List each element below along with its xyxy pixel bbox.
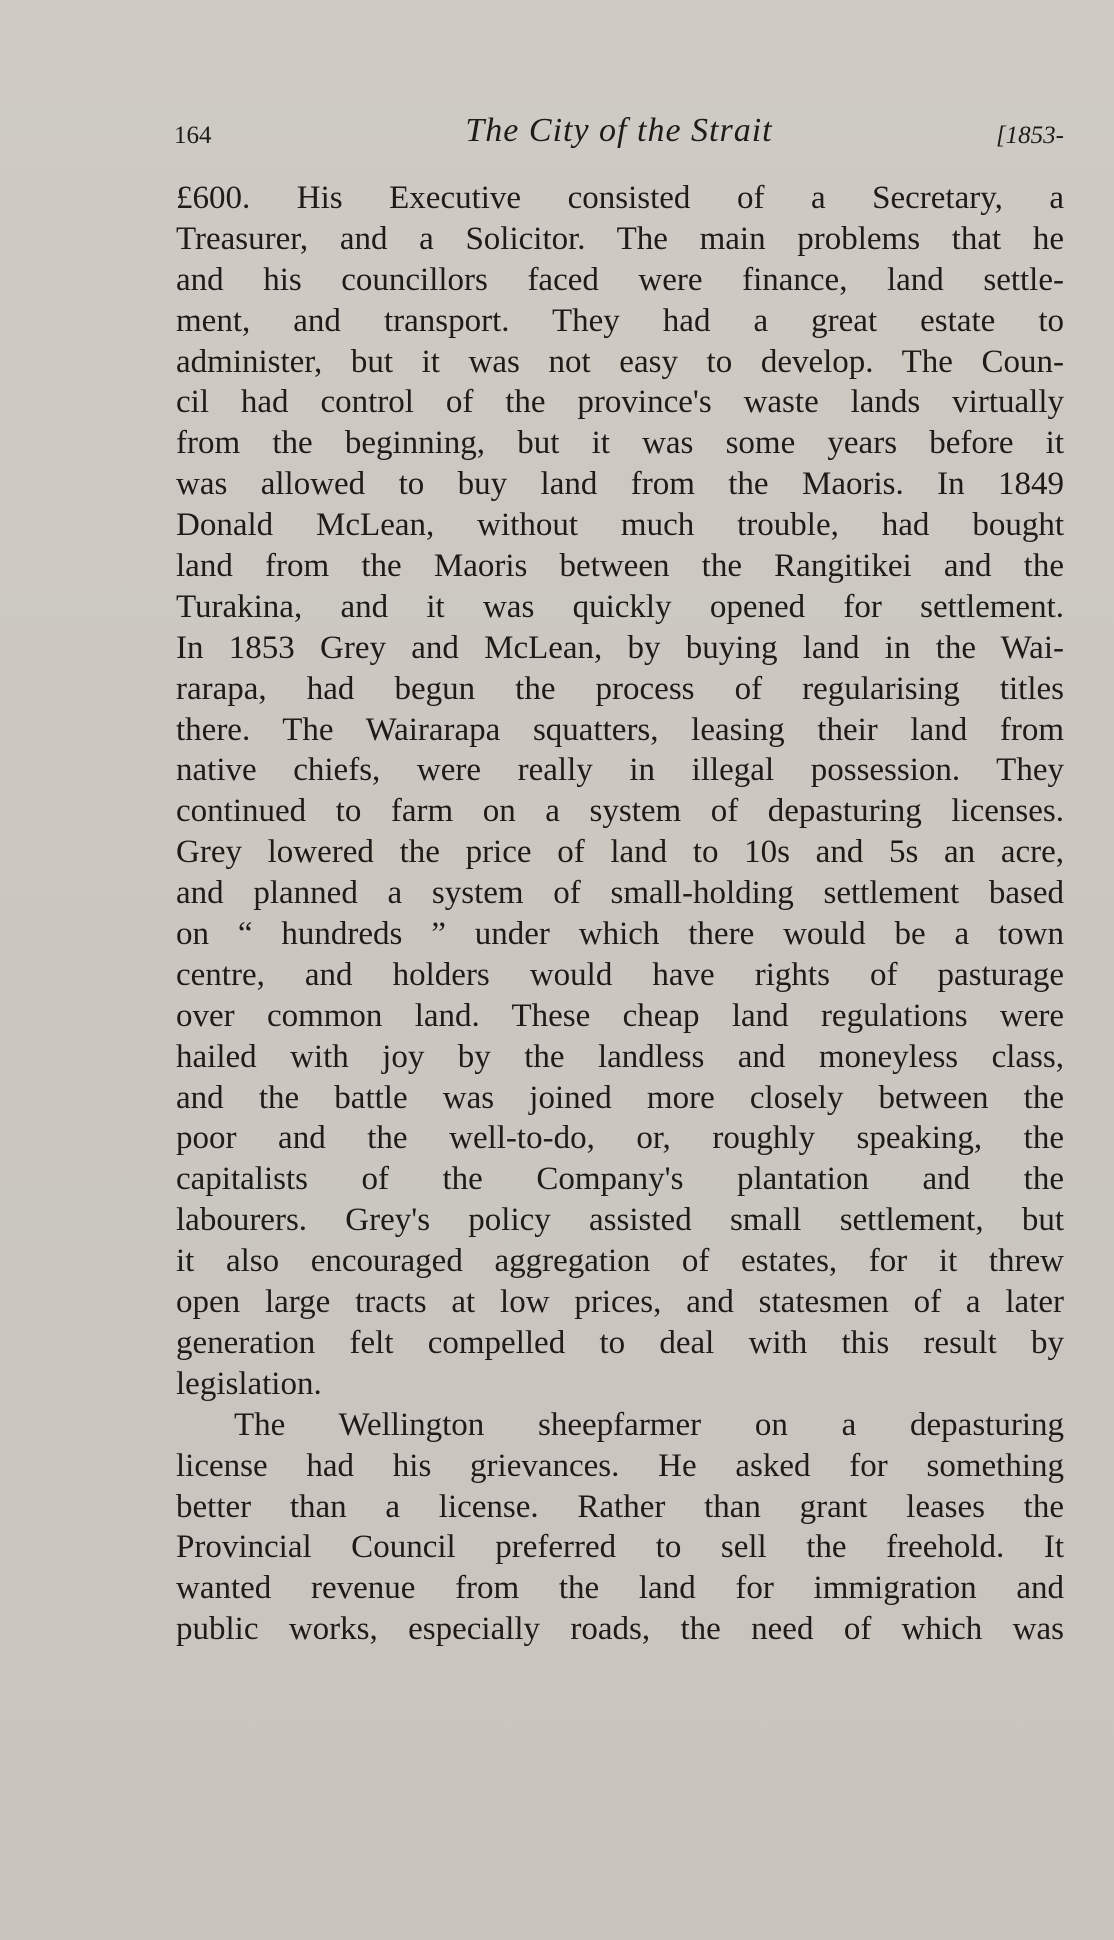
text-line: land from the Maoris between the Rangitikei and the [176,548,1064,585]
text-line: continued to farm on a system of depasturing licenses. [176,793,1064,830]
paragraph-start-line: The Wellington sheepfarmer on a depasturing [234,1406,1064,1443]
text-line: Donald McLean, without much trouble, had bought [176,507,1064,544]
text-line: Turakina, and it was quickly opened for settlement. [176,588,1064,625]
text-line: £600. His Executive consisted of a Secretary, a [176,180,1064,216]
text-line: on “ hundreds ” under which there would be a town [176,916,1064,953]
body-text [176,178,1064,1650]
text-line: Treasurer, and a Solicitor. The main problems that he [176,220,1064,257]
text-line: public works, especially roads, the need of which was [176,1611,1064,1648]
text-line: from the beginning, but it was some years before it [176,425,1064,462]
text-line: hailed with joy by the landless and moneyless class, [176,1038,1064,1075]
text-line: and the battle was joined more closely between the [176,1079,1064,1116]
text-line: labourers. Grey's policy assisted small settlement, but [176,1202,1064,1239]
text-line: and his councillors faced were finance, land settle- [176,261,1064,298]
text-line: administer, but it was not easy to develop. The Coun- [176,343,1064,380]
text-line: capitalists of the Company's plantation and the [176,1161,1064,1198]
text-line: and planned a system of small-holding settlement based [176,875,1064,912]
page-number: 164 [174,122,212,149]
text-line: cil had control of the province's waste lands virtually [176,384,1064,421]
text-line: poor and the well-to-do, or, roughly speaking, the [176,1120,1064,1157]
text-line: over common land. These cheap land regulations were [176,997,1064,1034]
text-line: it also encouraged aggregation of estates, for it threw [176,1243,1064,1280]
text-line: Provincial Council preferred to sell the freehold. It [176,1529,1064,1566]
text-line: better than a license. Rather than grant leases the [176,1488,1064,1525]
text-line: ment, and transport. They had a great estate to [176,302,1064,339]
text-line: Grey lowered the price of land to 10s and 5s an acre, [176,834,1064,871]
text-line: In 1853 Grey and McLean, by buying land in the Wai- [176,629,1064,666]
year-marker: [1853- [995,122,1064,149]
text-line: license had his grievances. He asked for something [176,1447,1064,1484]
text-line: generation felt compelled to deal with this result by [176,1324,1064,1361]
text-line: native chiefs, were really in illegal possession. They [176,752,1064,789]
text-line: open large tracts at low prices, and statesmen of a later [176,1284,1064,1321]
text-line: there. The Wairarapa squatters, leasing their land from [176,711,1064,748]
text-line: wanted revenue from the land for immigration and [176,1570,1064,1607]
running-title: The City of the Strait [465,112,773,149]
text-line: rarapa, had begun the process of regularising titles [176,670,1064,707]
paragraph-end-line: legislation. [176,1365,322,1402]
text-line: was allowed to buy land from the Maoris. In 1849 [176,466,1064,503]
text-line: centre, and holders would have rights of pasturage [176,956,1064,993]
page-header [174,112,1064,162]
